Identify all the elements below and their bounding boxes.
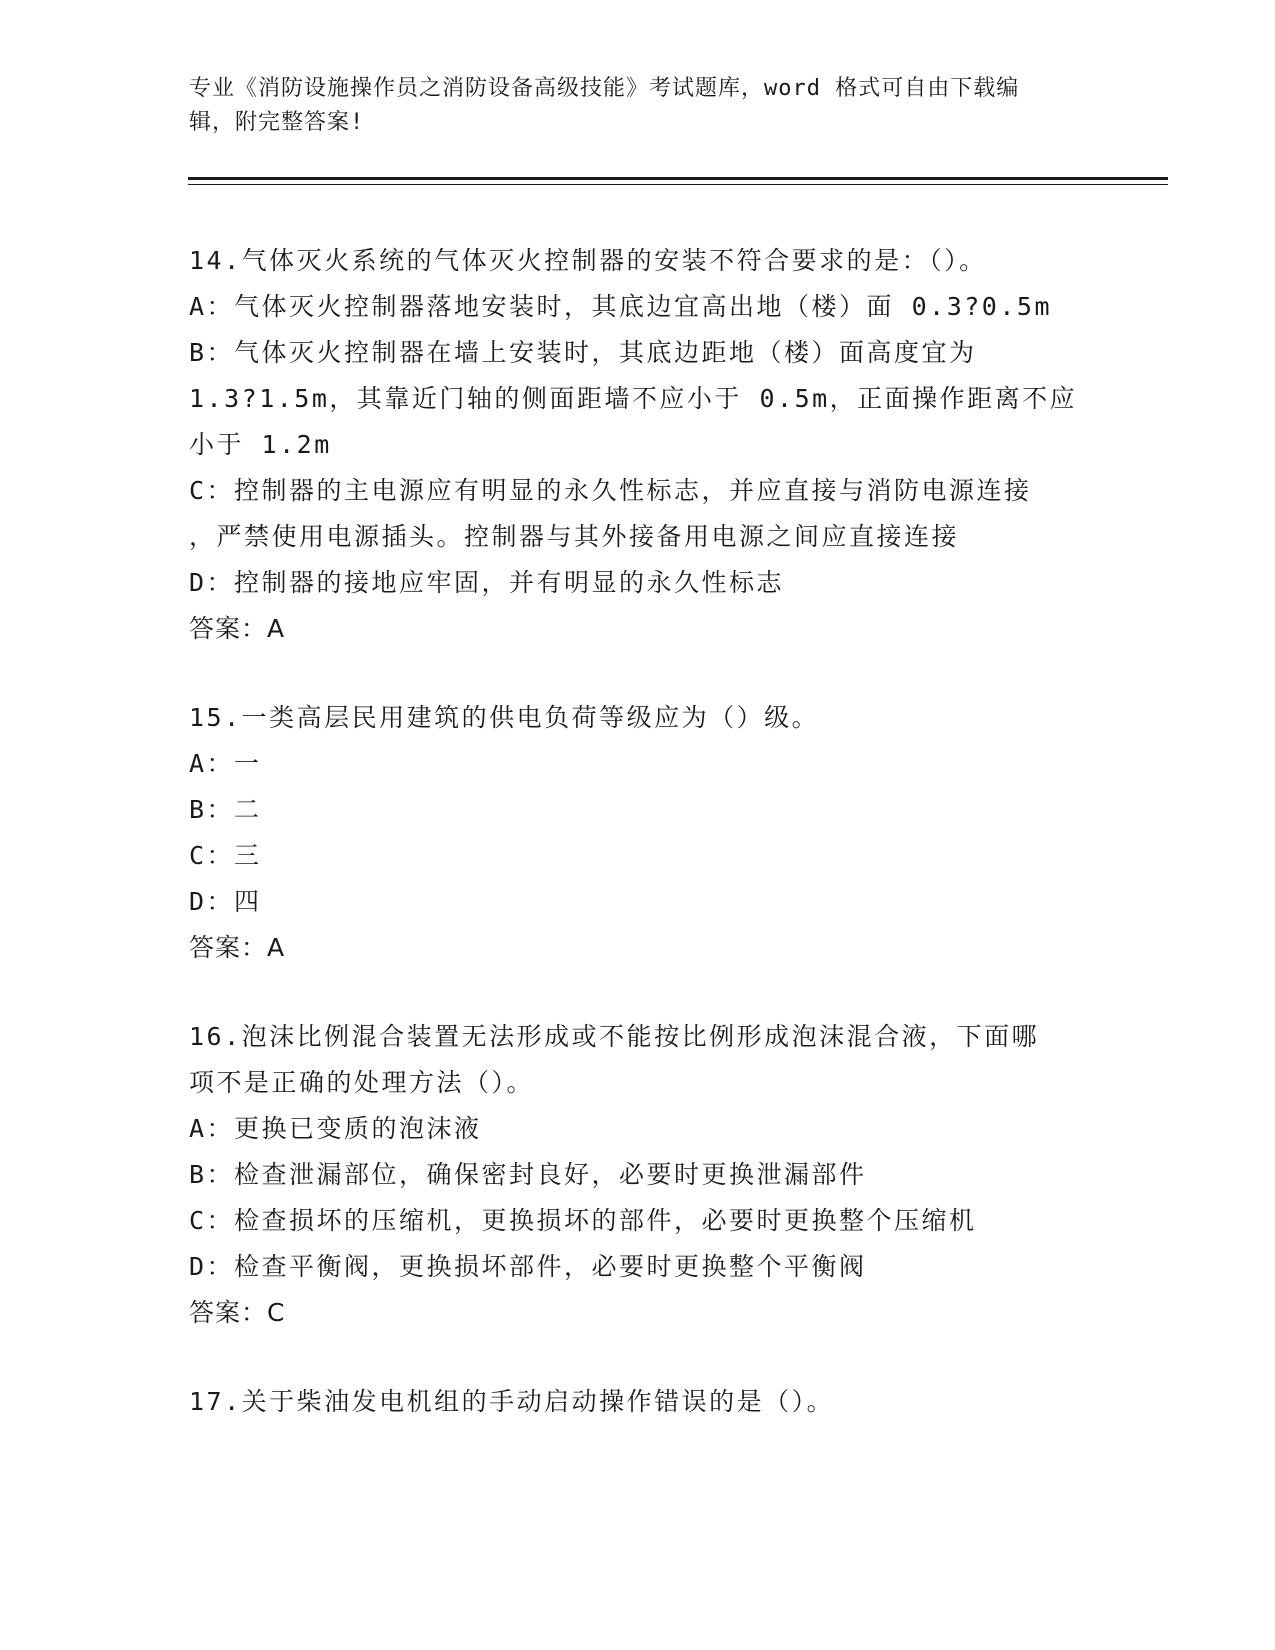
option-a: A：一 (189, 749, 262, 778)
question-stem: 16.泡沫比例混合装置无法形成或不能按比例形成泡沫混合液，下面哪 (189, 1022, 1040, 1051)
option-b: B：气体灭火控制器在墙上安装时，其底边距地（楼）面高度宜为 (189, 338, 977, 367)
option-a: A：更换已变质的泡沫液 (189, 1114, 482, 1143)
option-b-continued: 小于 1.2m (189, 430, 332, 459)
header-divider-thin (188, 184, 1168, 185)
answer-label: 答案：A (189, 933, 286, 962)
option-d: D：检查平衡阀，更换损坏部件，必要时更换整个平衡阀 (189, 1252, 867, 1281)
option-d: D：四 (189, 887, 262, 916)
answer-label: 答案：A (189, 614, 286, 643)
question-stem-continued: 项不是正确的处理方法（）。 (189, 1068, 535, 1097)
header-line-1: 专业《消防设施操作员之消防设备高级技能》考试题库，word 格式可自由下载编 (189, 76, 1020, 101)
question-16 (189, 1014, 1089, 1336)
option-b: B：二 (189, 795, 262, 824)
question-stem: 17.关于柴油发电机组的手动启动操作错误的是（）。 (189, 1387, 835, 1416)
option-c: C：三 (189, 841, 262, 870)
question-14 (189, 238, 1089, 652)
question-17 (189, 1379, 1089, 1425)
question-15 (189, 695, 1089, 971)
option-c-continued: ，严禁使用电源插头。控制器与其外接备用电源之间应直接连接 (189, 522, 960, 551)
question-stem: 14.气体灭火系统的气体灭火控制器的安装不符合要求的是：（）。 (189, 246, 987, 275)
header-divider-thick (188, 177, 1168, 180)
answer-label: 答案：C (189, 1298, 286, 1327)
question-stem: 15.一类高层民用建筑的供电负荷等级应为（）级。 (189, 703, 820, 732)
option-b-continued: 1.3?1.5m，其靠近门轴的侧面距墙不应小于 0.5m，正面操作距离不应 (189, 384, 1078, 413)
option-c: C：控制器的主电源应有明显的永久性标志，并应直接与消防电源连接 (189, 476, 1032, 505)
header-line-2: 辑，附完整答案! (189, 110, 365, 135)
option-b: B：检查泄漏部位，确保密封良好，必要时更换泄漏部件 (189, 1160, 867, 1189)
option-c: C：检查损坏的压缩机，更换损坏的部件，必要时更换整个压缩机 (189, 1206, 977, 1235)
document-header (189, 72, 1089, 140)
option-d: D：控制器的接地应牢固，并有明显的永久性标志 (189, 568, 785, 597)
option-a: A：气体灭火控制器落地安装时，其底边宜高出地（楼）面 0.3?0.5m (189, 292, 1053, 321)
question-list (189, 238, 1089, 1468)
